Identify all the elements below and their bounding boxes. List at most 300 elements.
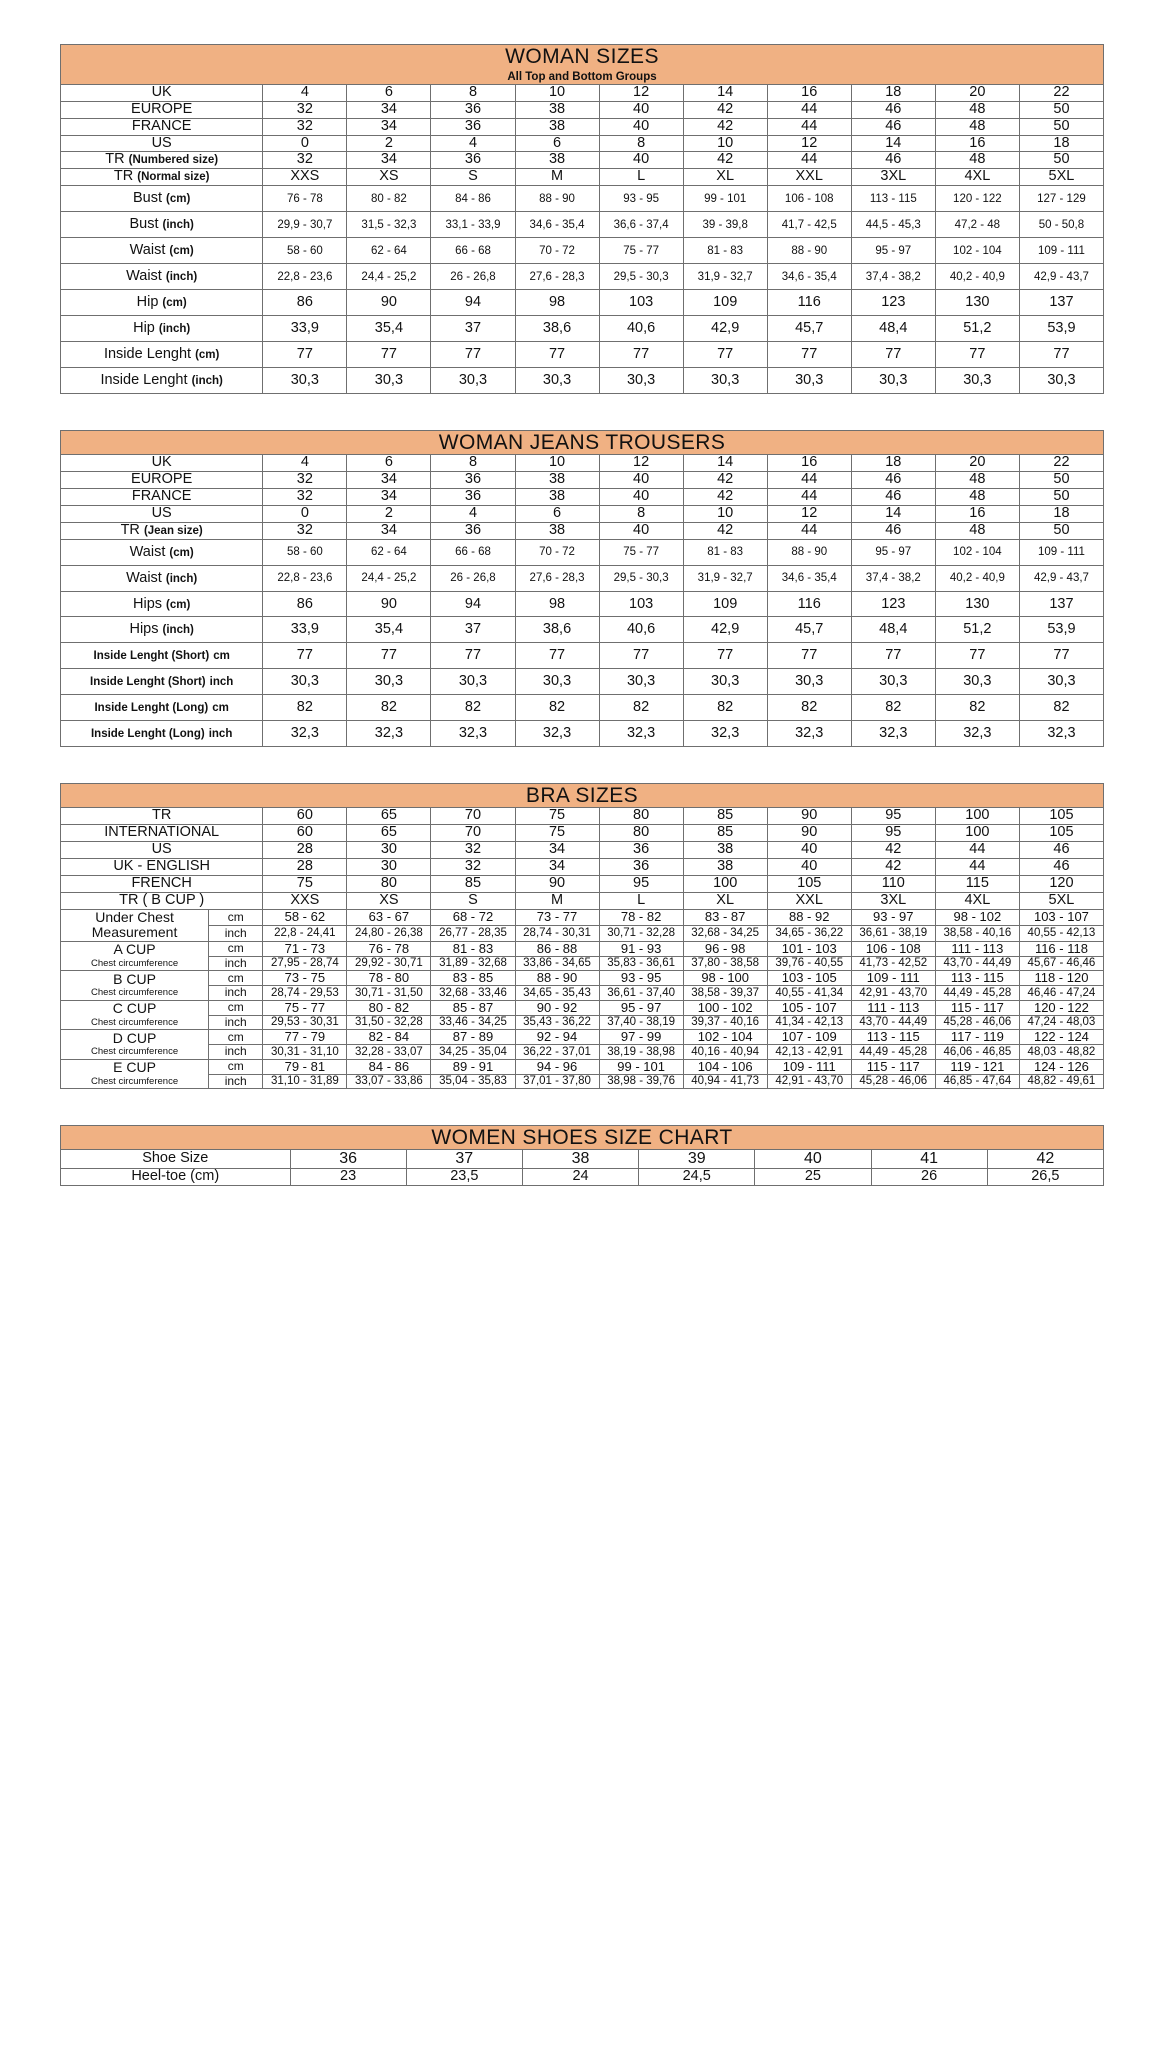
title-subtitle: All Top and Bottom Groups xyxy=(507,71,657,84)
table-row xyxy=(61,1015,1104,1029)
cell: S xyxy=(431,892,515,909)
cell: 36,61 - 37,40 xyxy=(599,986,683,1000)
cell: 32 xyxy=(263,152,347,169)
row-label-text: Inside Lenght (Long) xyxy=(90,728,205,741)
cell: 36 xyxy=(599,859,683,876)
table-row xyxy=(61,875,1104,892)
cell: 94 xyxy=(431,290,515,316)
row-label-text: TR xyxy=(151,807,172,824)
cell: 82 xyxy=(767,695,851,721)
cell: 32,3 xyxy=(851,721,935,747)
cell: 32 xyxy=(431,859,515,876)
cell: 38 xyxy=(683,842,767,859)
row-label-text: US xyxy=(151,134,172,151)
cell: 36,22 - 37,01 xyxy=(515,1045,599,1059)
cell: 36,6 - 37,4 xyxy=(599,212,683,238)
title-text: WOMAN SIZES xyxy=(505,45,659,68)
cell: 31,9 - 32,7 xyxy=(683,264,767,290)
cell: 12 xyxy=(767,135,851,152)
table-row xyxy=(61,859,1104,876)
cell: 76 - 78 xyxy=(347,941,431,956)
row-label-unit: (cm) xyxy=(195,348,220,361)
cell: 46,06 - 46,85 xyxy=(935,1045,1019,1059)
cell: 58 - 60 xyxy=(263,238,347,264)
cell: 120 - 122 xyxy=(935,186,1019,212)
cell: 10 xyxy=(515,454,599,471)
cell: 38,98 - 39,76 xyxy=(599,1074,683,1088)
cell: 8 xyxy=(431,84,515,101)
cell: 40,2 - 40,9 xyxy=(935,264,1019,290)
cell: 116 - 118 xyxy=(1019,941,1103,956)
cell: 98 xyxy=(515,591,599,617)
cell: 51,2 xyxy=(935,617,1019,643)
table-title-row xyxy=(61,430,1104,454)
cell: 10 xyxy=(515,84,599,101)
cell: 36 xyxy=(290,1150,406,1169)
cell: 75 - 77 xyxy=(599,539,683,565)
row-label-text: EUROPE xyxy=(131,100,193,117)
cell: 116 xyxy=(767,290,851,316)
cell: 0 xyxy=(263,135,347,152)
cell: 77 xyxy=(431,643,515,669)
table-row xyxy=(61,1059,1104,1074)
row-label xyxy=(61,135,263,152)
cell: 43,70 - 44,49 xyxy=(935,956,1019,970)
cell: 10 xyxy=(683,135,767,152)
cell: 22,8 - 24,41 xyxy=(263,926,347,941)
cell: 106 - 108 xyxy=(767,186,851,212)
cell: 65 xyxy=(347,825,431,842)
cell: 42 xyxy=(683,101,767,118)
cell: 47,24 - 48,03 xyxy=(1019,1015,1103,1029)
row-label-text: FRENCH xyxy=(131,874,192,891)
cell: 30,3 xyxy=(935,367,1019,393)
cell: 16 xyxy=(767,84,851,101)
row-label xyxy=(61,522,263,539)
row-label xyxy=(61,909,209,941)
cell: 82 xyxy=(347,695,431,721)
cell: 39,37 - 40,16 xyxy=(683,1015,767,1029)
cell: 40 xyxy=(599,522,683,539)
cell: 90 xyxy=(767,808,851,825)
row-label-text: FRANCE xyxy=(131,487,192,504)
row-label-text: Hips xyxy=(129,621,159,638)
cell: 30,3 xyxy=(935,669,1019,695)
cell: 5XL xyxy=(1019,892,1103,909)
row-label-text: Waist xyxy=(129,242,166,259)
row-label xyxy=(61,842,263,859)
cell: 48,4 xyxy=(851,316,935,342)
women-shoes-title: WOMEN SHOES SIZE CHART xyxy=(61,1126,1104,1150)
cell: 34,25 - 35,04 xyxy=(431,1045,515,1059)
cell: 130 xyxy=(935,290,1019,316)
cell: 117 - 119 xyxy=(935,1030,1019,1045)
cell: XL xyxy=(683,169,767,186)
cell: 32,3 xyxy=(599,721,683,747)
table-row xyxy=(61,643,1104,669)
cell: 58 - 60 xyxy=(263,539,347,565)
row-label-sub: Chest circumference xyxy=(90,1075,179,1087)
cell: 45,28 - 46,06 xyxy=(935,1015,1019,1029)
cell: 28,74 - 29,53 xyxy=(263,986,347,1000)
cell: 36 xyxy=(599,842,683,859)
cell: 82 xyxy=(1019,695,1103,721)
row-label xyxy=(61,186,263,212)
cell: 65 xyxy=(347,808,431,825)
cell: 34 xyxy=(347,522,431,539)
cell: 78 - 82 xyxy=(599,909,683,925)
row-label-unit: (cm) xyxy=(169,546,194,559)
woman-jeans-table xyxy=(60,430,1104,747)
row-label-text: Waist xyxy=(126,268,162,285)
row-label xyxy=(61,721,263,747)
table-row xyxy=(61,264,1104,290)
cell: L xyxy=(599,892,683,909)
row-label xyxy=(61,539,263,565)
cell: 34 xyxy=(347,101,431,118)
cell: 99 - 101 xyxy=(599,1059,683,1074)
cell: 79 - 81 xyxy=(263,1059,347,1074)
cell: 22 xyxy=(1019,454,1103,471)
cell: 2 xyxy=(347,505,431,522)
cell: 35,4 xyxy=(347,617,431,643)
cell: 30,3 xyxy=(515,367,599,393)
cell: 34 xyxy=(347,118,431,135)
cell: 42 xyxy=(851,842,935,859)
cell: 36,61 - 38,19 xyxy=(851,926,935,941)
cell: 30,31 - 31,10 xyxy=(263,1045,347,1059)
cell: 38,58 - 40,16 xyxy=(935,926,1019,941)
bra-sizes-title: BRA SIZES xyxy=(61,784,1104,808)
cell: 98 - 100 xyxy=(683,971,767,986)
cell: 32,3 xyxy=(767,721,851,747)
cell: 32,68 - 34,25 xyxy=(683,926,767,941)
row-label-unit: inch xyxy=(209,676,234,689)
cell: 36 xyxy=(431,101,515,118)
row-label-text: Bust xyxy=(129,216,159,233)
cell: 124 - 126 xyxy=(1019,1059,1103,1074)
cell: 40,6 xyxy=(599,617,683,643)
cell: 31,10 - 31,89 xyxy=(263,1074,347,1088)
cell: 29,5 - 30,3 xyxy=(599,264,683,290)
cell: 95 - 97 xyxy=(599,1000,683,1015)
cell: 105 xyxy=(767,875,851,892)
table-row xyxy=(61,808,1104,825)
cell: 88 - 90 xyxy=(767,539,851,565)
cell: 30,3 xyxy=(1019,367,1103,393)
cell: 116 xyxy=(767,591,851,617)
cell: 66 - 68 xyxy=(431,238,515,264)
cell: 118 - 120 xyxy=(1019,971,1103,986)
cell: 44,49 - 45,28 xyxy=(935,986,1019,1000)
cell: 100 xyxy=(935,825,1019,842)
cell: 40 xyxy=(599,471,683,488)
row-label-text: E CUP xyxy=(113,1059,156,1076)
table-row xyxy=(61,971,1104,986)
cell: 32 xyxy=(263,101,347,118)
table-row xyxy=(61,617,1104,643)
cell: 26 xyxy=(871,1168,987,1185)
row-label-unit: (cm) xyxy=(166,598,191,611)
cell: 44 xyxy=(767,488,851,505)
cell: 35,04 - 35,83 xyxy=(431,1074,515,1088)
row-label-unit: (inch) xyxy=(165,271,198,284)
row-label-text: Hip xyxy=(133,320,155,337)
cell: 77 xyxy=(767,643,851,669)
cell: 77 xyxy=(515,341,599,367)
cell: 33,9 xyxy=(263,617,347,643)
cell: 90 - 92 xyxy=(515,1000,599,1015)
cell: 89 - 91 xyxy=(431,1059,515,1074)
table-row xyxy=(61,101,1104,118)
cell: XXS xyxy=(263,892,347,909)
cell: 86 - 88 xyxy=(515,941,599,956)
cell: 109 xyxy=(683,290,767,316)
cell: 103 - 107 xyxy=(1019,909,1103,925)
cell: 30 xyxy=(347,859,431,876)
cell: 42 xyxy=(683,488,767,505)
cell: 90 xyxy=(515,875,599,892)
cell: 32,28 - 33,07 xyxy=(347,1045,431,1059)
cell: 85 - 87 xyxy=(431,1000,515,1015)
cell: 37,40 - 38,19 xyxy=(599,1015,683,1029)
row-label-text: D CUP xyxy=(112,1029,157,1046)
cell: 20 xyxy=(935,454,1019,471)
cell: 22,8 - 23,6 xyxy=(263,264,347,290)
cell: 8 xyxy=(431,454,515,471)
cell: 40 xyxy=(599,118,683,135)
cell: 93 - 95 xyxy=(599,186,683,212)
cell: 123 xyxy=(851,290,935,316)
cell: 29,53 - 30,31 xyxy=(263,1015,347,1029)
cell: 42 xyxy=(683,471,767,488)
table-row xyxy=(61,290,1104,316)
row-label xyxy=(61,471,263,488)
cell: 2 xyxy=(347,135,431,152)
cell: 44,49 - 45,28 xyxy=(851,1045,935,1059)
cell: 73 - 77 xyxy=(515,909,599,925)
row-label-text: Bust xyxy=(133,190,163,207)
unit-cell: inch xyxy=(209,926,263,941)
cell: 42 xyxy=(683,152,767,169)
cell: 81 - 83 xyxy=(683,539,767,565)
cell: 34 xyxy=(347,152,431,169)
cell: 137 xyxy=(1019,591,1103,617)
table-row xyxy=(61,986,1104,1000)
cell: 80 xyxy=(599,808,683,825)
cell: 26,77 - 28,35 xyxy=(431,926,515,941)
cell: 46 xyxy=(851,101,935,118)
row-label xyxy=(61,892,263,909)
row-label-sub: Chest circumference xyxy=(90,987,179,999)
cell: 103 - 105 xyxy=(767,971,851,986)
cell: 27,6 - 28,3 xyxy=(515,264,599,290)
row-label-unit: (inch) xyxy=(191,374,223,387)
cell: 26 - 26,8 xyxy=(431,264,515,290)
cell: 48,4 xyxy=(851,617,935,643)
row-label-unit: (inch) xyxy=(158,323,191,336)
row-label xyxy=(61,1059,209,1088)
cell: 127 - 129 xyxy=(1019,186,1103,212)
cell: 38 xyxy=(522,1150,638,1169)
unit-cell: cm xyxy=(209,1030,263,1045)
cell: 30,3 xyxy=(599,367,683,393)
cell: 60 xyxy=(263,808,347,825)
row-label-text: TR xyxy=(105,151,125,168)
cell: 32,3 xyxy=(1019,721,1103,747)
cell: 95 - 97 xyxy=(851,539,935,565)
cell: 4 xyxy=(431,135,515,152)
cell: 34,6 - 35,4 xyxy=(515,212,599,238)
cell: 30,3 xyxy=(263,367,347,393)
cell: 33,9 xyxy=(263,316,347,342)
table-row xyxy=(61,84,1104,101)
cell: 0 xyxy=(263,505,347,522)
cell: 83 - 87 xyxy=(683,909,767,925)
cell: 82 xyxy=(515,695,599,721)
cell: 84 - 86 xyxy=(347,1059,431,1074)
cell: XS xyxy=(347,892,431,909)
row-label xyxy=(61,859,263,876)
unit-cell: cm xyxy=(209,971,263,986)
cell: 82 xyxy=(935,695,1019,721)
row-label-text: US xyxy=(151,841,172,858)
cell: 77 xyxy=(683,341,767,367)
cell: 82 xyxy=(683,695,767,721)
cell: 22,8 - 23,6 xyxy=(263,565,347,591)
cell: 30,3 xyxy=(431,669,515,695)
cell: 77 xyxy=(851,643,935,669)
cell: 44,5 - 45,3 xyxy=(851,212,935,238)
cell: 38,19 - 38,98 xyxy=(599,1045,683,1059)
cell: 90 xyxy=(767,825,851,842)
row-label-text: Hip xyxy=(136,294,159,311)
cell: 86 xyxy=(263,290,347,316)
cell: 12 xyxy=(599,454,683,471)
row-label-text: UK xyxy=(151,83,172,100)
cell: XS xyxy=(347,169,431,186)
cell: 41,73 - 42,52 xyxy=(851,956,935,970)
cell: 40 xyxy=(599,101,683,118)
row-label xyxy=(61,941,209,970)
row-label-unit: (cm) xyxy=(162,297,187,310)
table-row xyxy=(61,186,1104,212)
row-label-sub: Chest circumference xyxy=(90,1046,179,1058)
row-label xyxy=(61,488,263,505)
cell: 14 xyxy=(683,454,767,471)
cell: 3XL xyxy=(851,892,935,909)
cell: 77 xyxy=(935,341,1019,367)
cell: 4 xyxy=(263,84,347,101)
cell: 38 xyxy=(515,101,599,118)
cell: 39 - 39,8 xyxy=(683,212,767,238)
table-title-row xyxy=(61,784,1104,808)
row-label xyxy=(61,84,263,101)
cell: 4 xyxy=(431,505,515,522)
cell: 32 xyxy=(263,118,347,135)
cell: 50 xyxy=(1019,488,1103,505)
row-label-note: (Normal size) xyxy=(137,171,210,184)
unit-cell: cm xyxy=(209,941,263,956)
cell: 62 - 64 xyxy=(347,539,431,565)
cell: 34 xyxy=(347,488,431,505)
table-row xyxy=(61,909,1104,925)
cell: 42,9 xyxy=(683,316,767,342)
cell: 33,07 - 33,86 xyxy=(347,1074,431,1088)
cell: 96 - 98 xyxy=(683,941,767,956)
table-title-row xyxy=(61,45,1104,85)
row-label-text: TR xyxy=(120,521,140,538)
cell: 10 xyxy=(683,505,767,522)
row-label xyxy=(61,971,209,1000)
row-label xyxy=(61,1000,209,1029)
table-row xyxy=(61,341,1104,367)
cell: 95 xyxy=(851,808,935,825)
cell: 100 - 102 xyxy=(683,1000,767,1015)
cell: 37 xyxy=(431,617,515,643)
row-label xyxy=(61,565,263,591)
cell: 6 xyxy=(515,135,599,152)
cell: 104 - 106 xyxy=(683,1059,767,1074)
cell: 18 xyxy=(851,84,935,101)
cell: 46 xyxy=(851,471,935,488)
row-label xyxy=(61,695,263,721)
cell: 42 xyxy=(851,859,935,876)
cell: 90 xyxy=(347,290,431,316)
row-label xyxy=(61,169,263,186)
cell: 109 - 111 xyxy=(851,971,935,986)
cell: 34 xyxy=(515,859,599,876)
cell: 44 xyxy=(767,118,851,135)
cell: 77 xyxy=(1019,341,1103,367)
table-row xyxy=(61,1000,1104,1015)
cell: 33,46 - 34,25 xyxy=(431,1015,515,1029)
cell: 30,3 xyxy=(767,367,851,393)
cell: 137 xyxy=(1019,290,1103,316)
row-label xyxy=(61,505,263,522)
cell: 40 xyxy=(755,1150,871,1169)
cell: 82 - 84 xyxy=(347,1030,431,1045)
cell: 37 xyxy=(406,1150,522,1169)
cell: 37 xyxy=(431,316,515,342)
cell: 28 xyxy=(263,842,347,859)
cell: 48,03 - 48,82 xyxy=(1019,1045,1103,1059)
cell: 75 xyxy=(263,875,347,892)
cell: 68 - 72 xyxy=(431,909,515,925)
cell: 48 xyxy=(935,101,1019,118)
cell: 95 xyxy=(851,825,935,842)
cell: 87 - 89 xyxy=(431,1030,515,1045)
cell: 94 - 96 xyxy=(515,1059,599,1074)
cell: 40,6 xyxy=(599,316,683,342)
cell: 77 xyxy=(515,643,599,669)
row-label-text: TR ( B CUP ) xyxy=(119,891,205,908)
cell: 77 xyxy=(599,341,683,367)
cell: 27,6 - 28,3 xyxy=(515,565,599,591)
cell: 4XL xyxy=(935,892,1019,909)
cell: 77 xyxy=(347,341,431,367)
cell: 38 xyxy=(683,859,767,876)
cell: 103 xyxy=(599,290,683,316)
table-row xyxy=(61,135,1104,152)
table-row xyxy=(61,591,1104,617)
cell: 14 xyxy=(851,135,935,152)
cell: 30,3 xyxy=(515,669,599,695)
cell: 37,80 - 38,58 xyxy=(683,956,767,970)
cell: 48 xyxy=(935,118,1019,135)
cell: 92 - 94 xyxy=(515,1030,599,1045)
cell: 4XL xyxy=(935,169,1019,186)
